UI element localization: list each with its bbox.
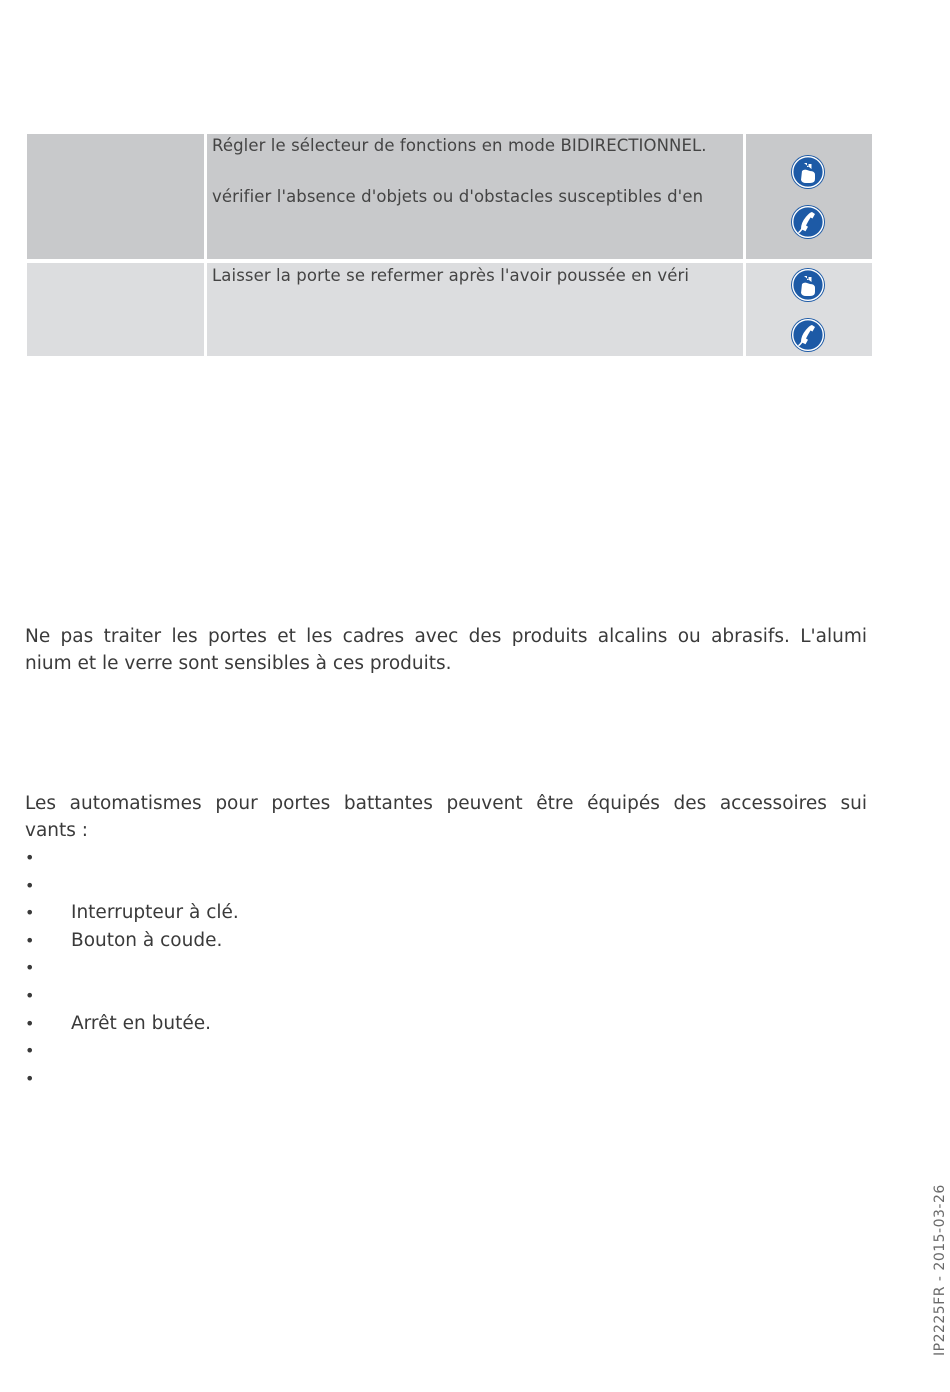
bullet: • [25,1013,35,1033]
cell-text: Régler le sélecteur de fonctions en mode BIDIRECTIONNEL. [212,136,707,155]
list-item-text: Arrêt en butée. [71,1012,212,1034]
bullet: • [25,1068,35,1088]
cleaning-paragraph [25,623,867,677]
bullet: • [25,930,35,950]
table-row [27,263,872,356]
phone-icon [790,204,826,240]
paragraph-line: Les automatismes pour portes battantes peuvent être équipés des accessoires sui [25,793,867,814]
table-cell-label [27,263,204,356]
table-row [27,134,872,259]
table-cell-description [207,263,743,356]
wrench-hand-icon [790,154,826,190]
bullet: • [25,848,35,867]
paragraph-line: nium et le verre sont sensibles à ces produits. [25,653,452,674]
list-item-text: Bouton à coude. [71,929,223,951]
bullet: • [25,875,35,895]
table-cell-label [27,134,204,259]
wrench-hand-icon [790,267,826,303]
cell-text: Laisser la porte se refermer après l'avoir poussée en véri [212,266,690,285]
table-cell-icons [746,134,872,259]
phone-icon [790,317,826,353]
bullet: • [25,903,35,923]
paragraph-line: vants : [25,820,89,841]
maintenance-table [27,134,872,356]
cell-text: vérifier l'absence d'objets ou d'obstacles susceptibles d'en [212,187,704,206]
document-reference: IP2225FR - 2015-03-26 [932,1184,948,1356]
paragraph-line: Ne pas traiter les portes et les cadres avec des produits alcalins ou abrasifs. L'alumi [25,626,867,647]
table-cell-icons [746,263,872,356]
bullet: • [25,1041,35,1061]
bullet: • [25,985,35,1005]
bullet: • [25,958,35,978]
list-item-text: Interrupteur à clé. [71,902,239,924]
table-cell-description [207,134,743,259]
accessories-intro [25,790,867,844]
